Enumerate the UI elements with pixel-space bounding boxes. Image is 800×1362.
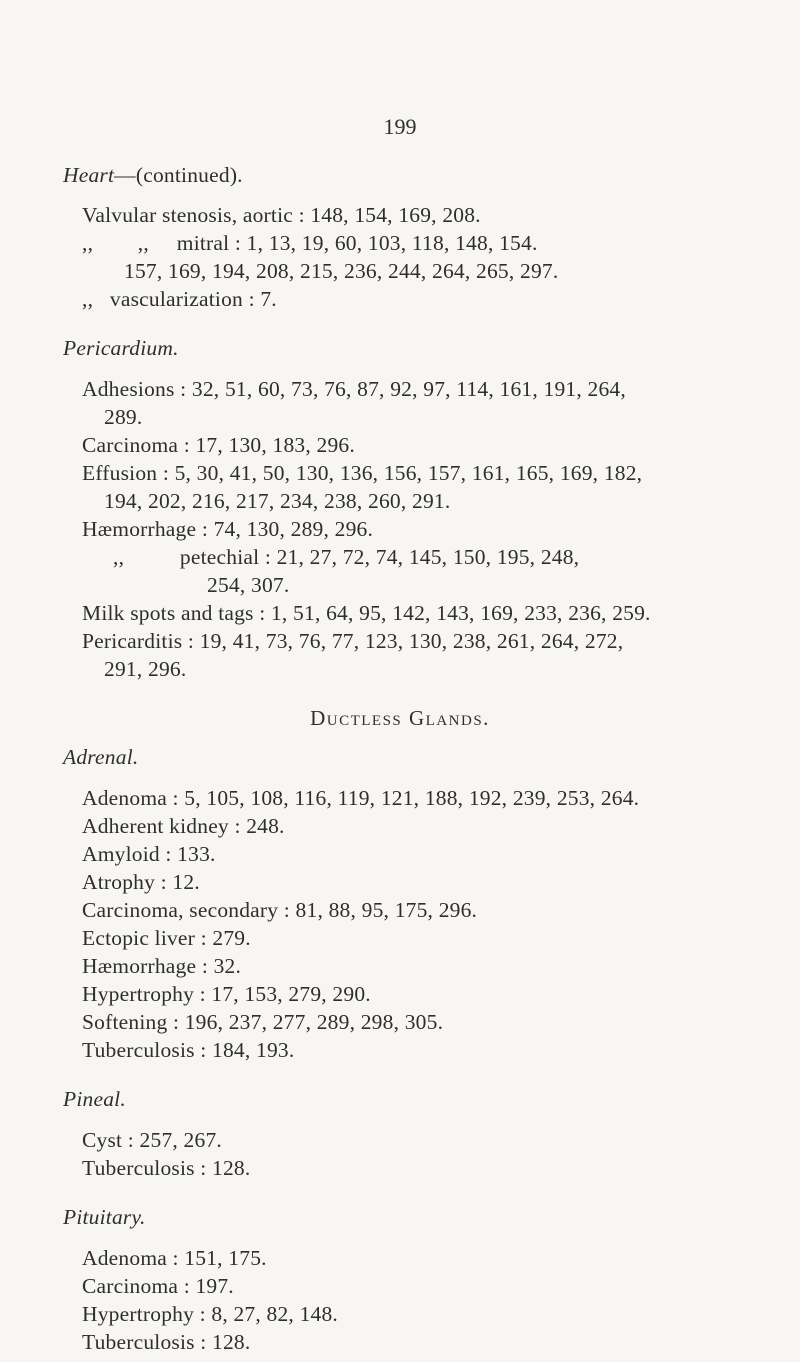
pericardium-title: Pericardium. bbox=[63, 336, 179, 360]
entry-petechial-cont: 254, 307. bbox=[207, 573, 290, 597]
entry-adhesions-cont: 289. bbox=[104, 405, 143, 429]
entry-amyloid: Amyloid : 133. bbox=[82, 842, 216, 866]
entry-pericarditis: Pericarditis : 19, 41, 73, 76, 77, 123, 130, 238, 261, 264, 272, bbox=[82, 629, 624, 653]
entry-carcinoma-secondary: Carcinoma, secondary : 81, 88, 95, 175, 296. bbox=[82, 898, 478, 922]
entry-adherent-kidney: Adherent kidney : 248. bbox=[82, 814, 285, 838]
entry-effusion-cont: 194, 202, 216, 217, 234, 238, 260, 291. bbox=[104, 489, 451, 513]
pituitary-title: Pituitary. bbox=[63, 1205, 146, 1229]
heart-title-suffix: —(continued). bbox=[114, 163, 243, 187]
entry-adrenal-haemorrhage: Hæmorrhage : 32. bbox=[82, 954, 242, 978]
entry-ectopic-liver: Ectopic liver : 279. bbox=[82, 926, 251, 950]
entry-pineal-cyst: Cyst : 257, 267. bbox=[82, 1128, 222, 1152]
entry-petechial: ,, petechial : 21, 27, 72, 74, 145, 150, 195, 248, bbox=[113, 545, 580, 569]
entry-adrenal-tuberculosis: Tuberculosis : 184, 193. bbox=[82, 1038, 295, 1062]
entry-pericardium-haemorrhage: Hæmorrhage : 74, 130, 289, 296. bbox=[82, 517, 374, 541]
entry-effusion: Effusion : 5, 30, 41, 50, 130, 136, 156, 157, 161, 165, 169, 182, bbox=[82, 461, 643, 485]
entry-valvular-aortic: Valvular stenosis, aortic : 148, 154, 169, 208. bbox=[82, 203, 481, 227]
entry-adhesions: Adhesions : 32, 51, 60, 73, 76, 87, 92, 97, 114, 161, 191, 264, bbox=[82, 377, 626, 401]
ductless-glands-title: Ductless Glands. bbox=[310, 706, 490, 730]
entry-pineal-tuberculosis: Tuberculosis : 128. bbox=[82, 1156, 251, 1180]
entry-pituitary-carcinoma: Carcinoma : 197. bbox=[82, 1274, 234, 1298]
entry-softening: Softening : 196, 237, 277, 289, 298, 305. bbox=[82, 1010, 444, 1034]
page-number: 199 bbox=[383, 114, 417, 139]
entry-pericardium-carcinoma: Carcinoma : 17, 130, 183, 296. bbox=[82, 433, 355, 457]
heart-title: Heart bbox=[63, 163, 115, 187]
entry-pituitary-adenoma: Adenoma : 151, 175. bbox=[82, 1246, 267, 1270]
entry-milk-spots: Milk spots and tags : 1, 51, 64, 95, 142, 143, 169, 233, 236, 259. bbox=[82, 601, 651, 625]
entry-adrenal-hypertrophy: Hypertrophy : 17, 153, 279, 290. bbox=[82, 982, 371, 1006]
entry-adrenal-adenoma: Adenoma : 5, 105, 108, 116, 119, 121, 188, 192, 239, 253, 264. bbox=[82, 786, 640, 810]
entry-pituitary-hypertrophy: Hypertrophy : 8, 27, 82, 148. bbox=[82, 1302, 339, 1326]
entry-atrophy: Atrophy : 12. bbox=[82, 870, 200, 894]
heart-heading bbox=[63, 161, 243, 189]
entry-pericarditis-cont: 291, 296. bbox=[104, 657, 187, 681]
entry-vascularization: ,, vascularization : 7. bbox=[82, 287, 277, 311]
pineal-title: Pineal. bbox=[63, 1087, 126, 1111]
entry-valvular-mitral: ,, ,, mitral : 1, 13, 19, 60, 103, 118, 148, 154. bbox=[82, 231, 538, 255]
entry-pituitary-tuberculosis: Tuberculosis : 128. bbox=[82, 1330, 251, 1354]
adrenal-title: Adrenal. bbox=[63, 745, 139, 769]
entry-valvular-mitral-cont: 157, 169, 194, 208, 215, 236, 244, 264, 265, 297. bbox=[124, 259, 559, 283]
